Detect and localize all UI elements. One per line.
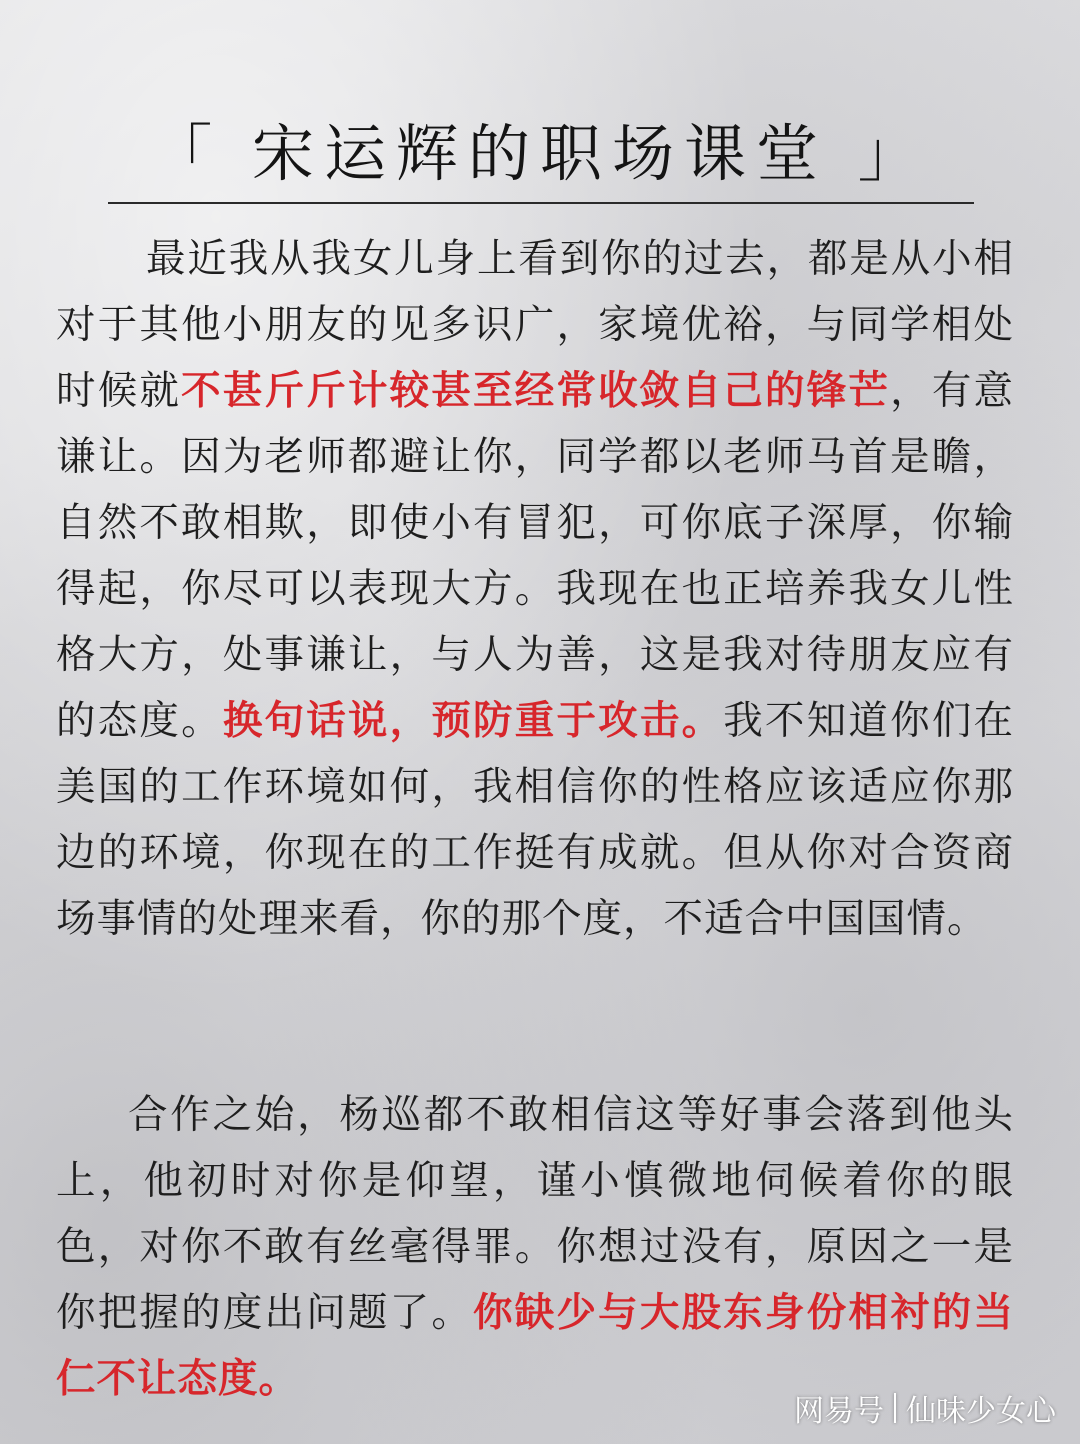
paragraph-1-highlight-1: 不甚斤斤计较甚至经常收敛自己的锋芒 [181,368,891,414]
paragraph-1-text-1: 最近我从我女儿身上看到你的过去，都是从小相对于其他小朋友的见多识广，家境优裕，与同学相处时候就 [56,236,1014,414]
title-divider [108,202,974,204]
paragraph-1-text-2: ，有意谦让。因为老师都避让你，同学都以老师马首是瞻，自然不敢相欺，即使小有冒犯，可你底子深厚，你输得起，你尽可以表现大方。我现在也正培养我女儿性格大方，处事谦让，与人为善，这是我对待朋友应有的态度。 [56,368,1015,744]
watermark-account: 仙味少女心 [906,1394,1056,1429]
paragraph-1-text-3: 我不知道你们在美国的工作环境如何，我相信你的性格应该适应你那边的环境，你现在的工作挺有成就。但从你对合资商场事情的处理来看，你的那个度，不适合中国国情。 [56,698,1015,942]
page-title: 「 宋运辉的职场课堂 」 [150,116,930,190]
paragraph-1-highlight-2: 换句话说，预防重于攻击。 [222,698,724,744]
watermark [794,1386,1056,1430]
watermark-separator [894,1393,896,1423]
paragraph-2 [56,1082,1014,1412]
paragraph-2-highlight-1: 你缺少与大股东身份相衬的当仁不让态度。 [56,1290,1015,1402]
paragraph-2-text-1: 合作之始，杨巡都不敢相信这等好事会落到他头上，他初时对你是仰望，谨小慎微地伺候着你的眼色，对你不敢有丝毫得罪。你想过没有，原因之一是你把握的度出问题了。 [56,1092,1014,1336]
paragraph-1 [56,226,1014,952]
watermark-platform: 网易号 [794,1394,884,1429]
